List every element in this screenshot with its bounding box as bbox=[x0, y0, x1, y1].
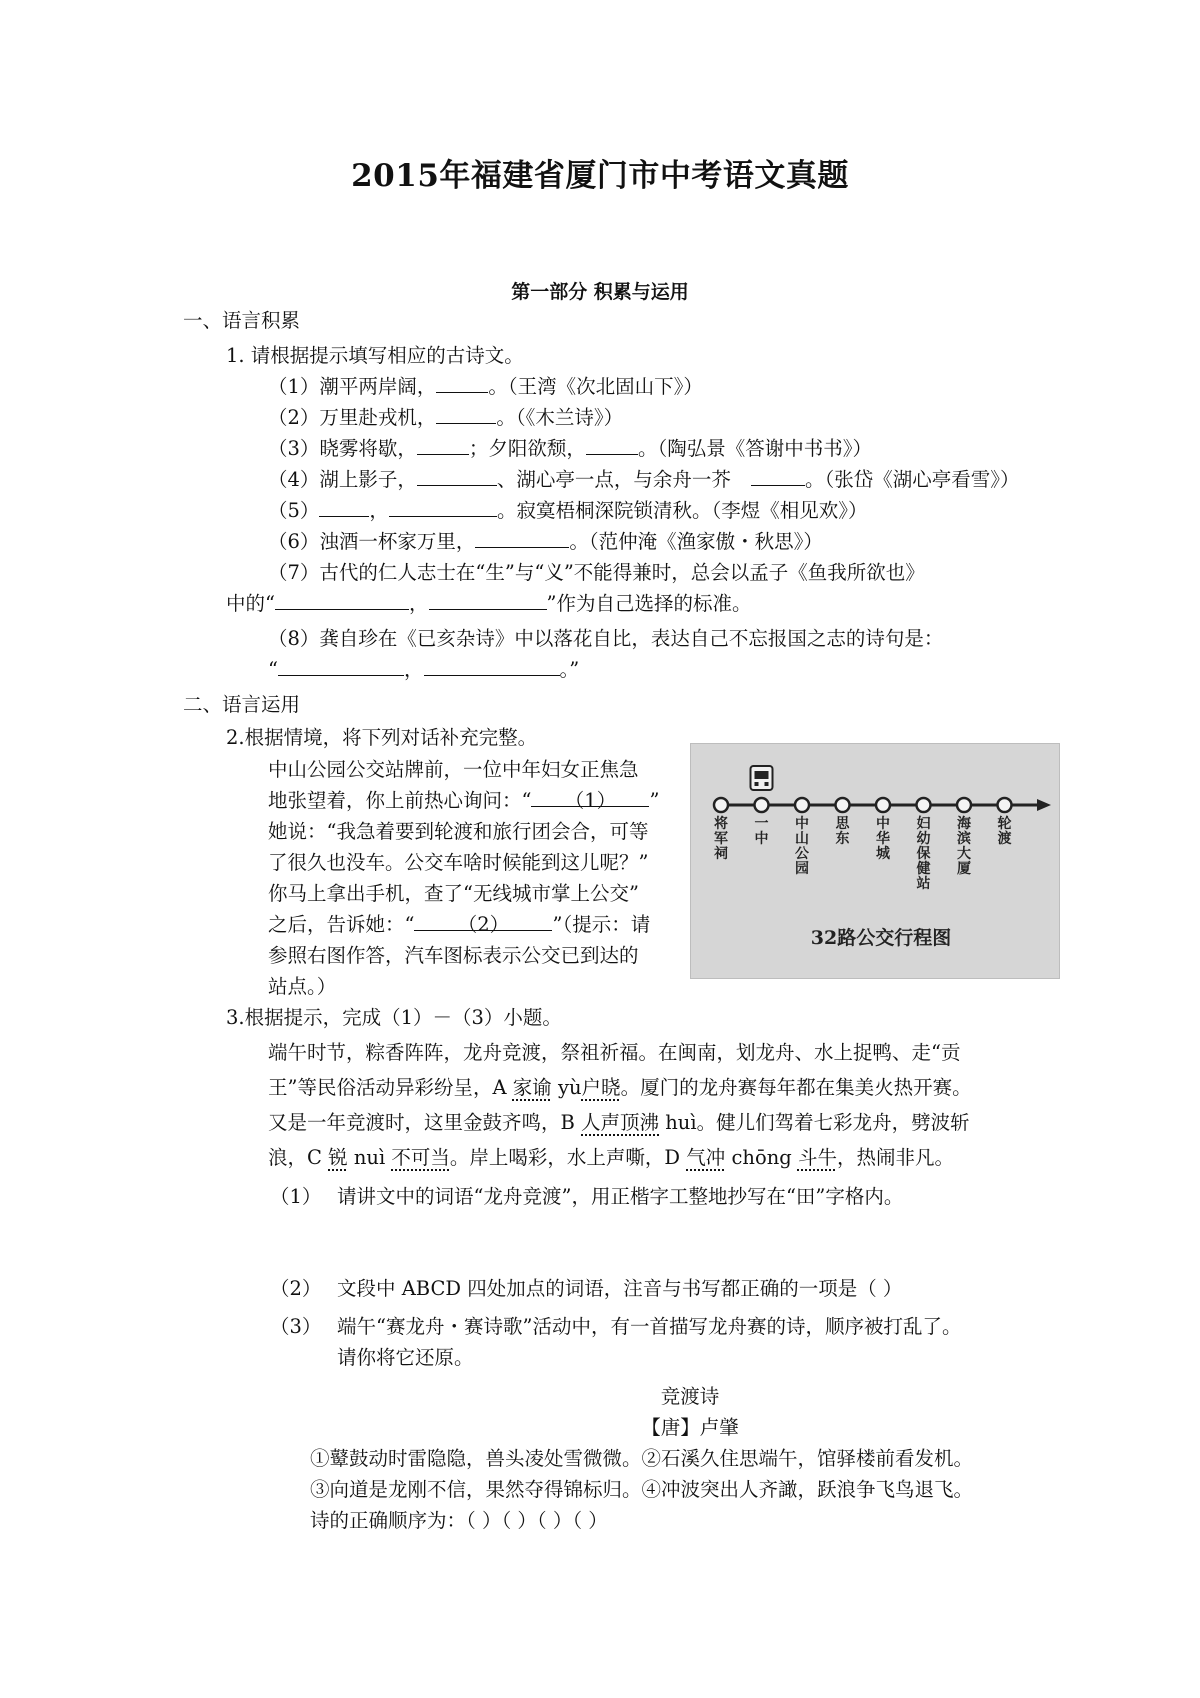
q3-passage-line1: 端午时节，粽香阵阵，龙舟竞渡，祭祖祈福。在闽南，划龙舟、水上捉鸭、走“贡 bbox=[268, 1041, 961, 1064]
q1-item-8-line2: “ ， 。” bbox=[268, 655, 579, 685]
q1-item-6: （6）浊酒一杯家万里， 。（范仲淹《渔家傲・秋思》） bbox=[268, 527, 823, 557]
q3-sub1-number: （1） bbox=[270, 1185, 322, 1208]
q3-sub1-text: 请讲文中的词语“龙舟竞渡”，用正楷字工整地抄写在“田”字格内。 bbox=[337, 1185, 904, 1208]
bus-route-svg bbox=[691, 744, 1059, 978]
q1-item-1: （1）潮平两岸阔， 。（王湾《次北固山下》） bbox=[268, 372, 703, 402]
q1-item-2: （2）万里赴戎机， 。（《木兰诗》） bbox=[268, 403, 623, 433]
q1-stem: 1. 请根据提示填写相应的古诗文。 bbox=[226, 344, 524, 367]
q1-item-4: （4）湖上影子， 、湖心亭一点，与余舟一芥 。（张岱《湖心亭看雪》） bbox=[268, 465, 1019, 495]
bus-stop-marker bbox=[836, 798, 850, 812]
q3-passage-line2: 王”等民俗活动异彩纷呈，A 家谕 yù户晓。厦门的龙舟赛每年都在集美火热开赛。 bbox=[268, 1076, 972, 1099]
page-title: 2015年福建省厦门市中考语文真题 bbox=[351, 158, 849, 194]
poem-author: 【唐】卢肇 bbox=[641, 1416, 739, 1439]
q3-sub3-text: 端午“赛龙舟・赛诗歌”活动中，有一首描写龙舟赛的诗，顺序被打乱了。 bbox=[337, 1315, 962, 1338]
bus-stop-label: 将军祠 bbox=[714, 816, 728, 862]
q3-stem: 3.根据提示，完成（1）－（3）小题。 bbox=[226, 1006, 562, 1029]
bus-stop-marker bbox=[917, 798, 931, 812]
bus-stop-marker bbox=[957, 798, 971, 812]
q2-line-8: 站点。） bbox=[268, 975, 337, 998]
q3-sub2-number: （2） bbox=[270, 1277, 322, 1300]
q2-line-4: 了很久也没车。公交车啥时候能到这儿呢？” bbox=[268, 851, 649, 874]
poem-title: 竞渡诗 bbox=[660, 1385, 720, 1408]
bus-stop-marker bbox=[755, 798, 769, 812]
section-heading-1: 一、语言积累 bbox=[183, 309, 301, 332]
bus-icon bbox=[751, 766, 773, 790]
q3-sub3-text-2: 请你将它还原。 bbox=[337, 1346, 474, 1369]
bus-stop-marker bbox=[998, 798, 1012, 812]
q3-sub2-text: 文段中 ABCD 四处加点的词语，注音与书写都正确的一项是（ ） bbox=[337, 1277, 903, 1300]
part-heading: 第一部分 积累与运用 bbox=[511, 281, 689, 303]
bus-stop-label: 中山公园 bbox=[795, 816, 809, 877]
q2-stem: 2.根据情境，将下列对话补充完整。 bbox=[226, 726, 538, 749]
bus-stop-marker bbox=[714, 798, 728, 812]
q1-item-5: （5） ， 。寂寞梧桐深院锁清秋。（李煜《相见欢》） bbox=[268, 496, 867, 526]
q1-item-3: （3）晓雾将歇， ；夕阳欲颓， 。（陶弘景《答谢中书书》） bbox=[268, 434, 872, 464]
q3-sub3-number: （3） bbox=[270, 1315, 322, 1338]
q3-passage-line3: 又是一年竞渡时，这里金鼓齐鸣，B 人声顶沸 huì。健儿们驾着七彩龙舟，劈波斩 bbox=[268, 1111, 970, 1134]
bus-stop-label: 中华城 bbox=[876, 816, 890, 862]
q2-line-6: 之后，告诉她：“ （2） ”（提示：请 bbox=[268, 910, 650, 940]
bus-stop-label: 思东 bbox=[835, 816, 850, 847]
bus-stop-label: 海滨大厦 bbox=[957, 816, 971, 877]
diagram-caption: 32路公交行程图 bbox=[810, 927, 952, 949]
q2-line-2: 地张望着，你上前热心询问：“ （1） ” bbox=[268, 786, 659, 816]
q1-item-7-line2: 中的“ ， ”作为自己选择的标准。 bbox=[226, 589, 751, 619]
q2-line-1: 中山公园公交站牌前，一位中年妇女正焦急 bbox=[268, 758, 639, 781]
bus-stop-marker bbox=[795, 798, 809, 812]
bus-stop-label: 妇幼保健站 bbox=[916, 816, 931, 892]
bus-stop-label: 一中 bbox=[754, 816, 769, 847]
q3-passage-line4: 浪，C 锐 nuì 不可当。岸上喝彩，水上声嘶，D 气冲 chōng 斗牛，热闹非凡。 bbox=[268, 1146, 954, 1169]
section-heading-2: 二、语言运用 bbox=[183, 693, 301, 716]
q1-item-7-line1: （7）古代的仁人志士在“生”与“义”不能得兼时，总会以孟子《鱼我所欲也》 bbox=[268, 561, 925, 584]
q2-line-3: 她说：“我急着要到轮渡和旅行团会合，可等 bbox=[268, 820, 649, 843]
q1-item-8-line1: （8）龚自珍在《已亥杂诗》中以落花自比，表达自己不忘报国之志的诗句是： bbox=[268, 627, 944, 650]
q2-line-5: 你马上拿出手机，查了“无线城市掌上公交” bbox=[268, 882, 639, 905]
bus-stop-marker bbox=[876, 798, 890, 812]
q2-line-7: 参照右图作答，汽车图标表示公交已到达的 bbox=[268, 944, 639, 967]
bus-stop-label: 轮渡 bbox=[997, 816, 1012, 847]
poem-line-1: ①鼙鼓动时雷隐隐，兽头凌处雪微微。②石溪久住思端午，馆驿楼前看发机。 bbox=[310, 1447, 974, 1470]
poem-line-2: ③向道是龙刚不信，果然夺得锦标归。④冲波突出人齐譀，跃浪争飞鸟退飞。 bbox=[310, 1478, 974, 1501]
poem-answer-line: 诗的正确顺序为：（ ）（ ）（ ）（ ） bbox=[310, 1509, 608, 1532]
bus-route-diagram bbox=[690, 743, 1060, 979]
route-arrow bbox=[1037, 799, 1051, 811]
